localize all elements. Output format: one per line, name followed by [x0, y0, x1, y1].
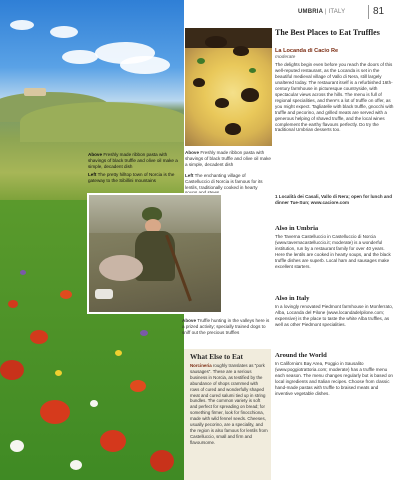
box-body-lead: Norcineria — [190, 363, 212, 368]
also-in-umbria-text: The Taverna Castelluccio in Castelluccio di Norcia (www.tavernacastelluccio.it; moderate) is a wonderful institution, run by a restaurant family for over 40 years. Here the lentils are cooked in hearty soups, and the black truffle dishes are superb. Local ham and sausages make excellent starters. — [275, 234, 391, 269]
what-else-to-eat-box — [184, 349, 271, 480]
caption-label: Above — [185, 150, 200, 155]
caption-text: Truffle hunting in the valleys here is a prized activity; specially trained dogs to sniff out the precious truffles — [182, 318, 270, 335]
mushroom — [205, 36, 227, 48]
hill — [20, 102, 184, 142]
caption-label: Above — [88, 152, 103, 157]
cloud — [62, 50, 98, 64]
also-in-italy-text: In a lovingly renovated Piedmont farmhouse in Monferrato, Alba, Locanda del Pilone (www.locandadelpilone.com; expensive) is the place to taste the white Alba truffles, as well as other Piedmont specialities. — [275, 304, 394, 327]
box-body — [190, 363, 268, 446]
cloud — [10, 20, 34, 30]
poppy — [30, 330, 48, 344]
caption-food — [88, 152, 178, 169]
truffle-pasta-photo — [185, 28, 272, 146]
truffle-shaving — [193, 78, 205, 87]
subheading-also-in-italy: Also in Italy — [275, 295, 310, 302]
buttercup — [115, 350, 122, 356]
photo-frame — [87, 193, 223, 314]
restaurant-name: La Locanda di Cacio Re — [275, 48, 339, 54]
daisy — [90, 400, 98, 407]
poppy — [150, 450, 174, 472]
section-label — [298, 9, 345, 15]
poppy — [40, 400, 70, 424]
poppy — [8, 300, 18, 308]
caption-text: The enchanting village of Castelluccio di Norcia is famous for its lentils, traditionally cooked in hearty — [185, 173, 263, 190]
page-number: 81 — [373, 6, 385, 17]
truffle-shaving — [215, 98, 229, 108]
caption-label: Left — [88, 172, 97, 177]
caption-text: The pretty hilltop town of Norcia is the gateway to the Sibillini mountains — [88, 172, 175, 183]
section-separator: | — [324, 9, 329, 15]
caption-text: Freshly made ribbon pasta with shavings of black truffle and olive oil make a simple, decadent dish — [88, 152, 178, 169]
caption-text: Freshly made ribbon pasta with shavings of black truffle and olive oil make a simple, decadent dish — [185, 150, 271, 167]
caption-above-hog — [182, 318, 270, 335]
daisy — [10, 440, 24, 452]
subheading-also-in-umbria: Also in Umbria — [275, 225, 319, 232]
cloud — [50, 26, 78, 38]
restaurant-info: 1 Località dei Casali, Vallo di Nera; open for lunch and dinner Tue-Sun; www.caciore.com — [275, 194, 392, 205]
cornflower — [140, 330, 148, 336]
mushroom — [233, 46, 249, 56]
daisy — [70, 460, 82, 470]
restaurant-price: moderate — [275, 55, 296, 60]
region-name: ITALY — [328, 9, 346, 15]
poppy — [130, 380, 146, 392]
box-body-text: roughly translates as "pork sausages". These are a serious business in Norcia, as testified by the abundance of shops crammed with rows of cured and wonderfully shaped meat and cured salumi tied up in string bundles. The common variety is soft and perfect for spreading on bread; for something firmer, look for finocchiona, made with wild fennel seeds. Cheeses, usually pecorino, are a speciality, and the region is also famous for lentils from Castelluccio, small and firm and flavoursome. — [190, 363, 268, 445]
caption-above-food — [185, 150, 271, 167]
caption-town — [88, 172, 178, 184]
around-the-world-text: In California's Bay Area, Poggio in Sausalito (www.poggiotrattoria.com; moderate) has a truffle menu each season. The menu changes regularly but is based on local ingredients and Italian recipes. Choose from classic hand-made pastas with truffle to braised meats and inventive vegetable dishes. — [275, 361, 393, 396]
herb-leaf — [249, 68, 256, 73]
truffle-shaving — [241, 88, 259, 102]
section-name: UMBRIA — [298, 9, 323, 15]
poppy — [100, 430, 126, 452]
caption-label: Left — [185, 173, 194, 178]
box-title: What Else to Eat — [190, 352, 243, 361]
caption-label: Above — [182, 318, 197, 323]
article-heading: The Best Places to Eat Truffles — [275, 28, 380, 37]
poppy — [60, 290, 72, 299]
photo-background — [185, 28, 272, 48]
herb-leaf — [197, 58, 205, 64]
hilltop-village — [24, 88, 46, 96]
header-divider — [368, 5, 369, 19]
subheading-around-the-world: Around the World — [275, 352, 327, 359]
cornflower — [20, 270, 26, 275]
buttercup — [55, 370, 62, 376]
truffle-shaving — [225, 123, 241, 135]
cloud — [120, 56, 170, 74]
poppy — [0, 360, 24, 380]
restaurant-description: The delights begin even before you reach the doors of this well-reputed restaurant, as the Locanda is set in the beautiful medieval village of Vallo di Nera, still largely unaltered today. The restaurant itself is a refurbished 16th-century farmhouse in picturesque countryside, with spectacular views across the hills. The menu is full of regional specialities, and there's a lot of truffle on offer, as you might expect. Tagliatelle with black truffle, gnocchi with truffle and pecorino, and grilled meats are served with a generous helping of shaved truffle, and the local wines complement the earthy flavours perfectly. Do try the traditional Umbrian desserts too. — [275, 62, 394, 133]
